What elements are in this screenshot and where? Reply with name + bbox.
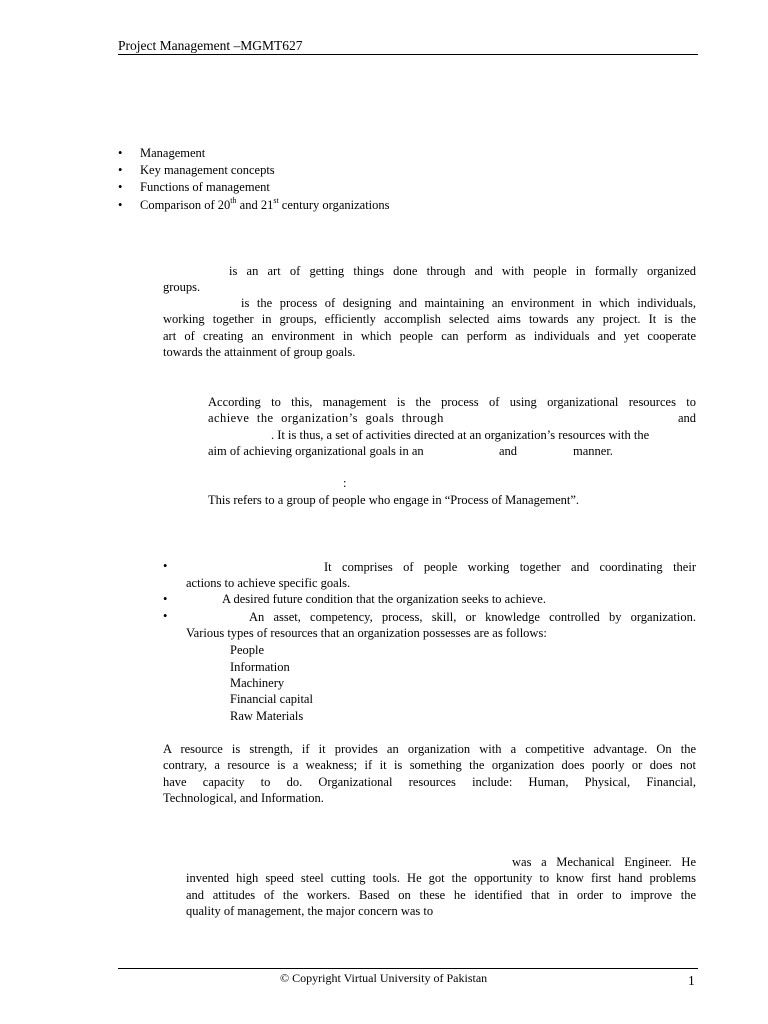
taylor-paragraph: was a Mechanical Engineer. He invented high speed steel cutting tools. He got the opportunity to know first hand problems and attitudes of the workers. Based on these he identified that in order to improve the quality of management, the major concern was to: [186, 855, 696, 918]
header-rule: [118, 54, 698, 55]
resource-item: Information: [230, 660, 290, 674]
resource-item: Machinery: [230, 676, 285, 690]
colon-mark: :: [343, 476, 347, 490]
resource-item: Raw Materials: [230, 709, 304, 723]
list-item: It comprises of people working together and coordinating their actions to achieve specific goals.: [186, 560, 696, 591]
bullet-icon: •: [118, 198, 123, 212]
list-item: An asset, competency, process, skill, or knowledge controlled by organization. Various types of resources that an organization possesses are as follows:: [186, 610, 696, 641]
bullet-icon: •: [163, 609, 168, 623]
bullet-icon: •: [118, 180, 123, 194]
page-number: 1: [688, 973, 695, 988]
definition-paragraph-3: According to this, management is the process of using organizational resources to achieve the organization’s goals through and . It is thus, a set of activities directed at an organization’s resources with the aim of achieving organizational goals in an and manner.: [208, 395, 696, 458]
bullet-icon: •: [163, 592, 168, 606]
resource-item: People: [230, 643, 265, 657]
copyright-footer: © Copyright Virtual University of Pakistan: [280, 971, 488, 985]
bullet-icon: •: [163, 559, 168, 573]
footer-rule: [118, 968, 698, 969]
page-header-title: Project Management –MGMT627: [118, 38, 303, 53]
list-item: A desired future condition that the organization seeks to achieve.: [222, 592, 546, 606]
resource-strength-paragraph: A resource is strength, if it provides an organization with a competitive advantage. On the contrary, a resource is a weakness; if it is something the organization does poorly or does not have capacity to do. Organizational resources include: Human, Physical, Financial, Technological, and Information.: [163, 742, 696, 805]
bullet-icon: •: [118, 146, 123, 160]
definition-paragraph-1: is an art of getting things done through and with people in formally organized groups.: [163, 264, 696, 295]
bullet-icon: •: [118, 163, 123, 177]
resource-item: Financial capital: [230, 692, 313, 706]
managers-definition: This refers to a group of people who engage in “Process of Management”.: [208, 493, 580, 507]
definition-paragraph-2: is the process of designing and maintaining an environment in which individuals, working together in groups, efficiently accomplish selected aims towards any project. It is the art of creating an environment in which people can perform as individuals and yet cooperate towards the attainment of group goals.: [163, 296, 696, 359]
